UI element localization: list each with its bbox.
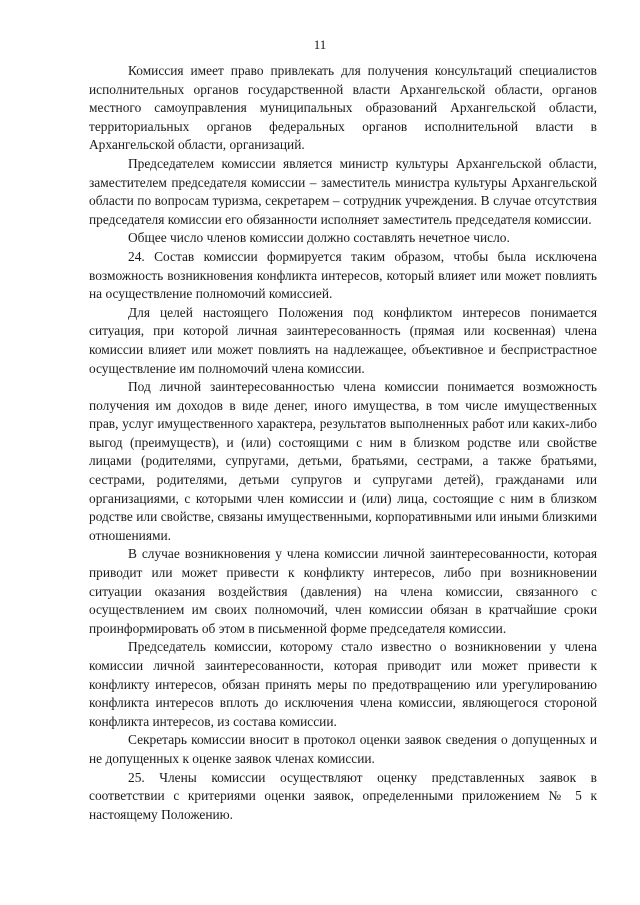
paragraph-chairman: Председателем комиссии является министр культуры Архангельской области, заместителем председателя комиссии – заместитель министра культуры Архангельской области по вопросам туризма, секретарем – сотрудник учреждения. В случае отсутствия председателя комиссии его обязанности исполняет заместитель председателя комиссии. [89,155,597,227]
page-number: 11 [313,37,327,52]
document-body [89,62,597,824]
paragraph-member-count: Общее число членов комиссии должно составлять нечетное число. [128,230,510,246]
paragraph-item-25: 25. Члены комиссии осуществляют оценку представленных заявок в соответствии с критериями оценки заявок, определенными приложением № 5 к настоящему Положению. [89,769,597,822]
paragraph-item-24: 24. Состав комиссии формируется таким образом, чтобы была исключена возможность возникновения конфликта интересов, который влияет или может повлиять на осуществление полномочий комиссией. [89,248,597,302]
paragraph-chairman-measures: Председатель комиссии, которому стало известно о возникновении у члена комиссии личной заинтересованности, которая приводит или может привести к конфликту интересов, обязан принять меры по предотвращению или урегулированию конфликта интересов вплоть до исключения члена комиссии, являющегося стороной конфликта интересов, из состава комиссии. [89,639,597,729]
paragraph-conflict-definition: Для целей настоящего Положения под конфликтом интересов понимается ситуация, при которой личная заинтересованность (прямая или косвенная) члена комиссии влияет или может повлиять на надлежащее, объективное и беспристрастное осуществление им полномочий члена комиссии. [89,304,597,376]
paragraph-notification-duty: В случае возникновения у члена комиссии личной заинтересованности, которая приводит или может привести к конфликту интересов, либо при возникновении ситуации оказания воздействия (давления) на члена комиссии, связанного с осуществлением им своих полномочий, член комиссии обязан в кратчайшие сроки проинформировать об этом в письменной форме председателя комиссии. [89,546,597,636]
paragraph-personal-interest: Под личной заинтересованностью члена комиссии понимается возможность получения им доходов в виде денег, иного имущества, в том числе имущественных прав, услуг имущественного характера, результатов выполненных работ или каких-либо выгод (преимуществ), и (или) состоящими с ним в близком родстве или свойстве лицами (родителями, супругами, детьми, братьями, сестрами, а также братьями, сестрами, родителями, детьми супругов и супругами детей), гражданами или организациями, с которыми член комиссии и (или) лица, состоящие с ним в близком родстве или свойстве, связаны имущественными, корпоративными или иными близкими отношениями. [89,379,597,543]
paragraph-consultations: Комиссия имеет право привлекать для получения консультаций специалистов исполнительных органов государственной власти Архангельской области, органов местного самоуправления муниципальных образований Архангельской области, территориальных органов федеральных органов исполнительной власти в Архангельской области, организаций. [89,63,597,153]
paragraph-secretary-protocol: Секретарь комиссии вносит в протокол оценки заявок сведения о допущенных и не допущенных к оценке заявок членах комиссии. [89,732,597,766]
